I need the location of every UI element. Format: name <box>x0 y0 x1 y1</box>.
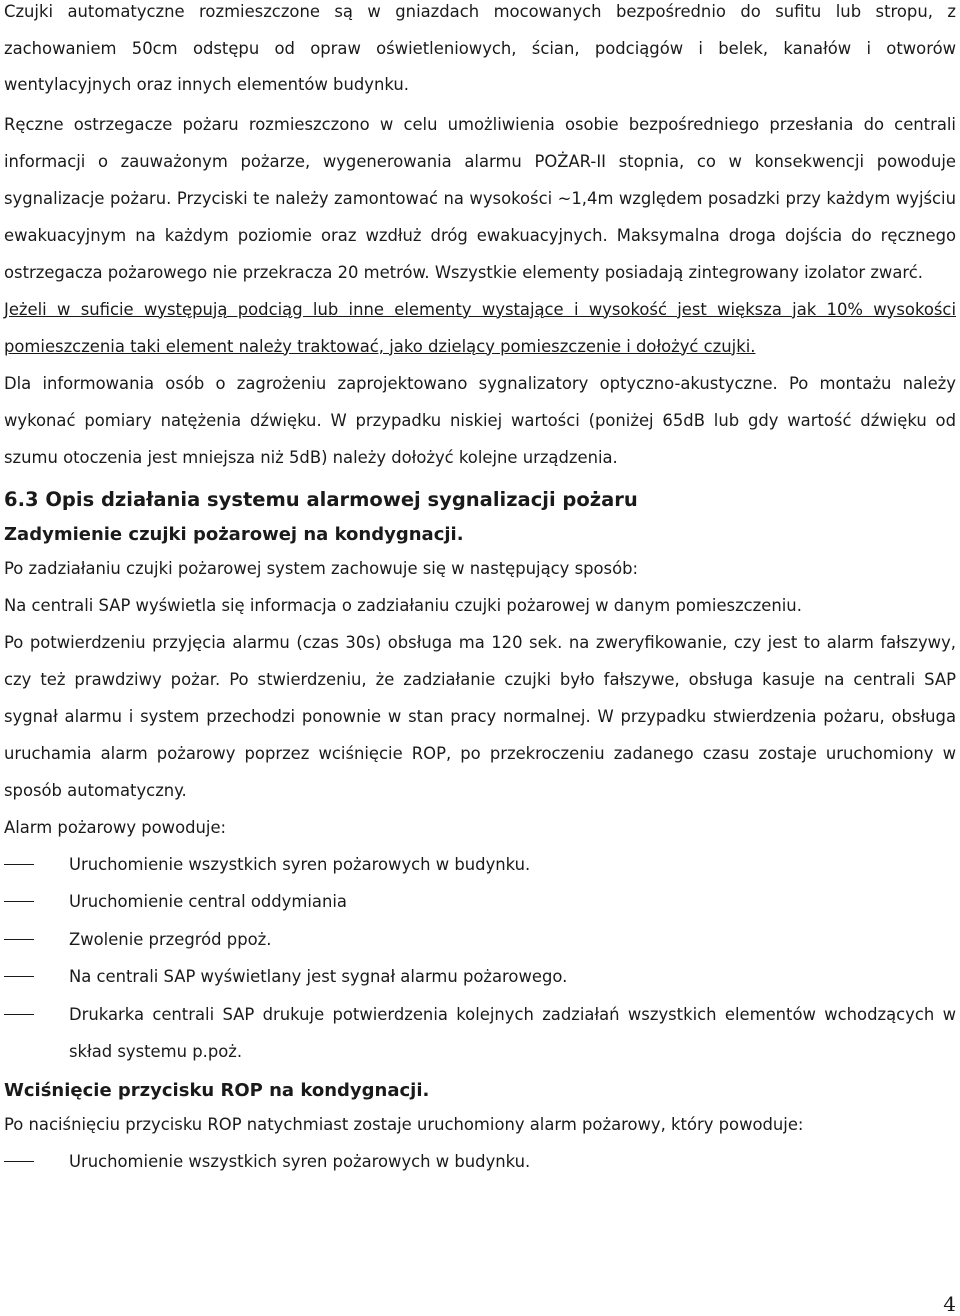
list-item: Na centrali SAP wyświetlany jest sygnał alarmu pożarowego. <box>4 958 956 996</box>
document-page <box>4 0 956 1180</box>
rop-effects-list <box>4 1143 956 1181</box>
paragraph-signalers: Dla informowania osób o zagrożeniu zaprojektowano sygnalizatory optyczno-akustyczne. Po montażu należy wykonać pomiary natężenia dźwięku. W przypadku niskiej wartości (poniżej 65dB lub gdy wartość dźwięku od szumu otoczenia jest mniejsza niż 5dB) należy dołożyć kolejne urządzenia. <box>4 373 956 467</box>
dash-bullet-icon <box>4 1161 34 1162</box>
list-item: Uruchomienie wszystkich syren pożarowych w budynku. <box>4 846 956 884</box>
list-item: Drukarka centrali SAP drukuje potwierdzenia kolejnych zadziałań wszystkich elementów wchodzących w skład systemu p.poż. <box>4 996 956 1071</box>
paragraph-detectors: Czujki automatyczne rozmieszczone są w gniazdach mocowanych bezpośrednio do sufitu lub stropu, z zachowaniem 50cm odstępu od opraw oświetleniowych, ścian, podciągów i belek, kanałów i otworów wentylacyjnych oraz innych elementów budynku. <box>4 2 956 94</box>
dash-bullet-icon <box>4 1014 34 1015</box>
section-number: 6.3 <box>4 487 39 511</box>
dash-bullet-icon <box>4 976 34 977</box>
list-item: Uruchomienie central oddymiania <box>4 883 956 921</box>
subheading-rop-press: Wciśnięcie przycisku ROP na kondygnacji. <box>4 1079 430 1101</box>
list-item: Zwolenie przegród ppoż. <box>4 921 956 959</box>
section-heading <box>4 485 956 515</box>
sub2-line1: Po naciśnięciu przycisku ROP natychmiast zostaje uruchomiony alarm pożarowy, który powoduje: <box>4 1114 804 1134</box>
dash-bullet-icon <box>4 939 34 940</box>
section-title: Opis działania systemu alarmowej sygnalizacji pożaru <box>45 487 638 511</box>
list-item: Uruchomienie wszystkich syren pożarowych w budynku. <box>4 1143 956 1181</box>
page-number: 4 <box>943 1292 956 1316</box>
alarm-effects-list <box>4 846 956 1071</box>
dash-bullet-icon <box>4 901 34 902</box>
paragraph-ceiling-beams: Jeżeli w suficie występują podciąg lub inne elementy wystające i wysokość jest większa jak 10% wysokości pomieszczenia taki element należy traktować, jako dzielący pomieszczenie i dołożyć czujki. <box>4 299 956 356</box>
subheading-detector-smoke: Zadymienie czujki pożarowej na kondygnacji. <box>4 523 464 545</box>
sub1-line1: Po zadziałaniu czujki pożarowej system zachowuje się w następujący sposób: <box>4 558 639 578</box>
sub1-list-intro: Alarm pożarowy powoduje: <box>4 817 227 837</box>
paragraph-manual-call-points: Ręczne ostrzegacze pożaru rozmieszczono w celu umożliwienia osobie bezpośredniego przesłania do centrali informacji o zauważonym pożarze, wygenerowania alarmu POŻAR-II stopnia, co w konsekwencji powoduje sygnalizacje pożaru. Przyciski te należy zamontować na wysokości ~1,4m względem posadzki przy każdym wyjściu ewakuacyjnym na każdym poziomie oraz wzdłuż dróg ewakuacyjnych. Maksymalna droga dojścia do ręcznego ostrzegacza pożarowego nie przekracza 20 metrów. Wszystkie elementy posiadają zintegrowany izolator zwarć. <box>4 114 956 282</box>
sub1-paragraph: Po potwierdzeniu przyjęcia alarmu (czas 30s) obsługa ma 120 sek. na zweryfikowanie, czy jest to alarm fałszywy, czy też prawdziwy pożar. Po stwierdzeniu, że zadziałanie czujki było fałszywe, obsługa kasuje na centrali SAP sygnał alarmu i system przechodzi ponownie w stan pracy normalnej. W przypadku stwierdzenia pożaru, obsługa uruchamia alarm pożarowy poprzez wciśnięcie ROP, po przekroczeniu zadanego czasu zostaje uruchomiony w sposób automatyczny. <box>4 632 956 800</box>
sub1-line2: Na centrali SAP wyświetla się informacja o zadziałaniu czujki pożarowej w danym pomieszczeniu. <box>4 595 802 615</box>
dash-bullet-icon <box>4 864 34 865</box>
